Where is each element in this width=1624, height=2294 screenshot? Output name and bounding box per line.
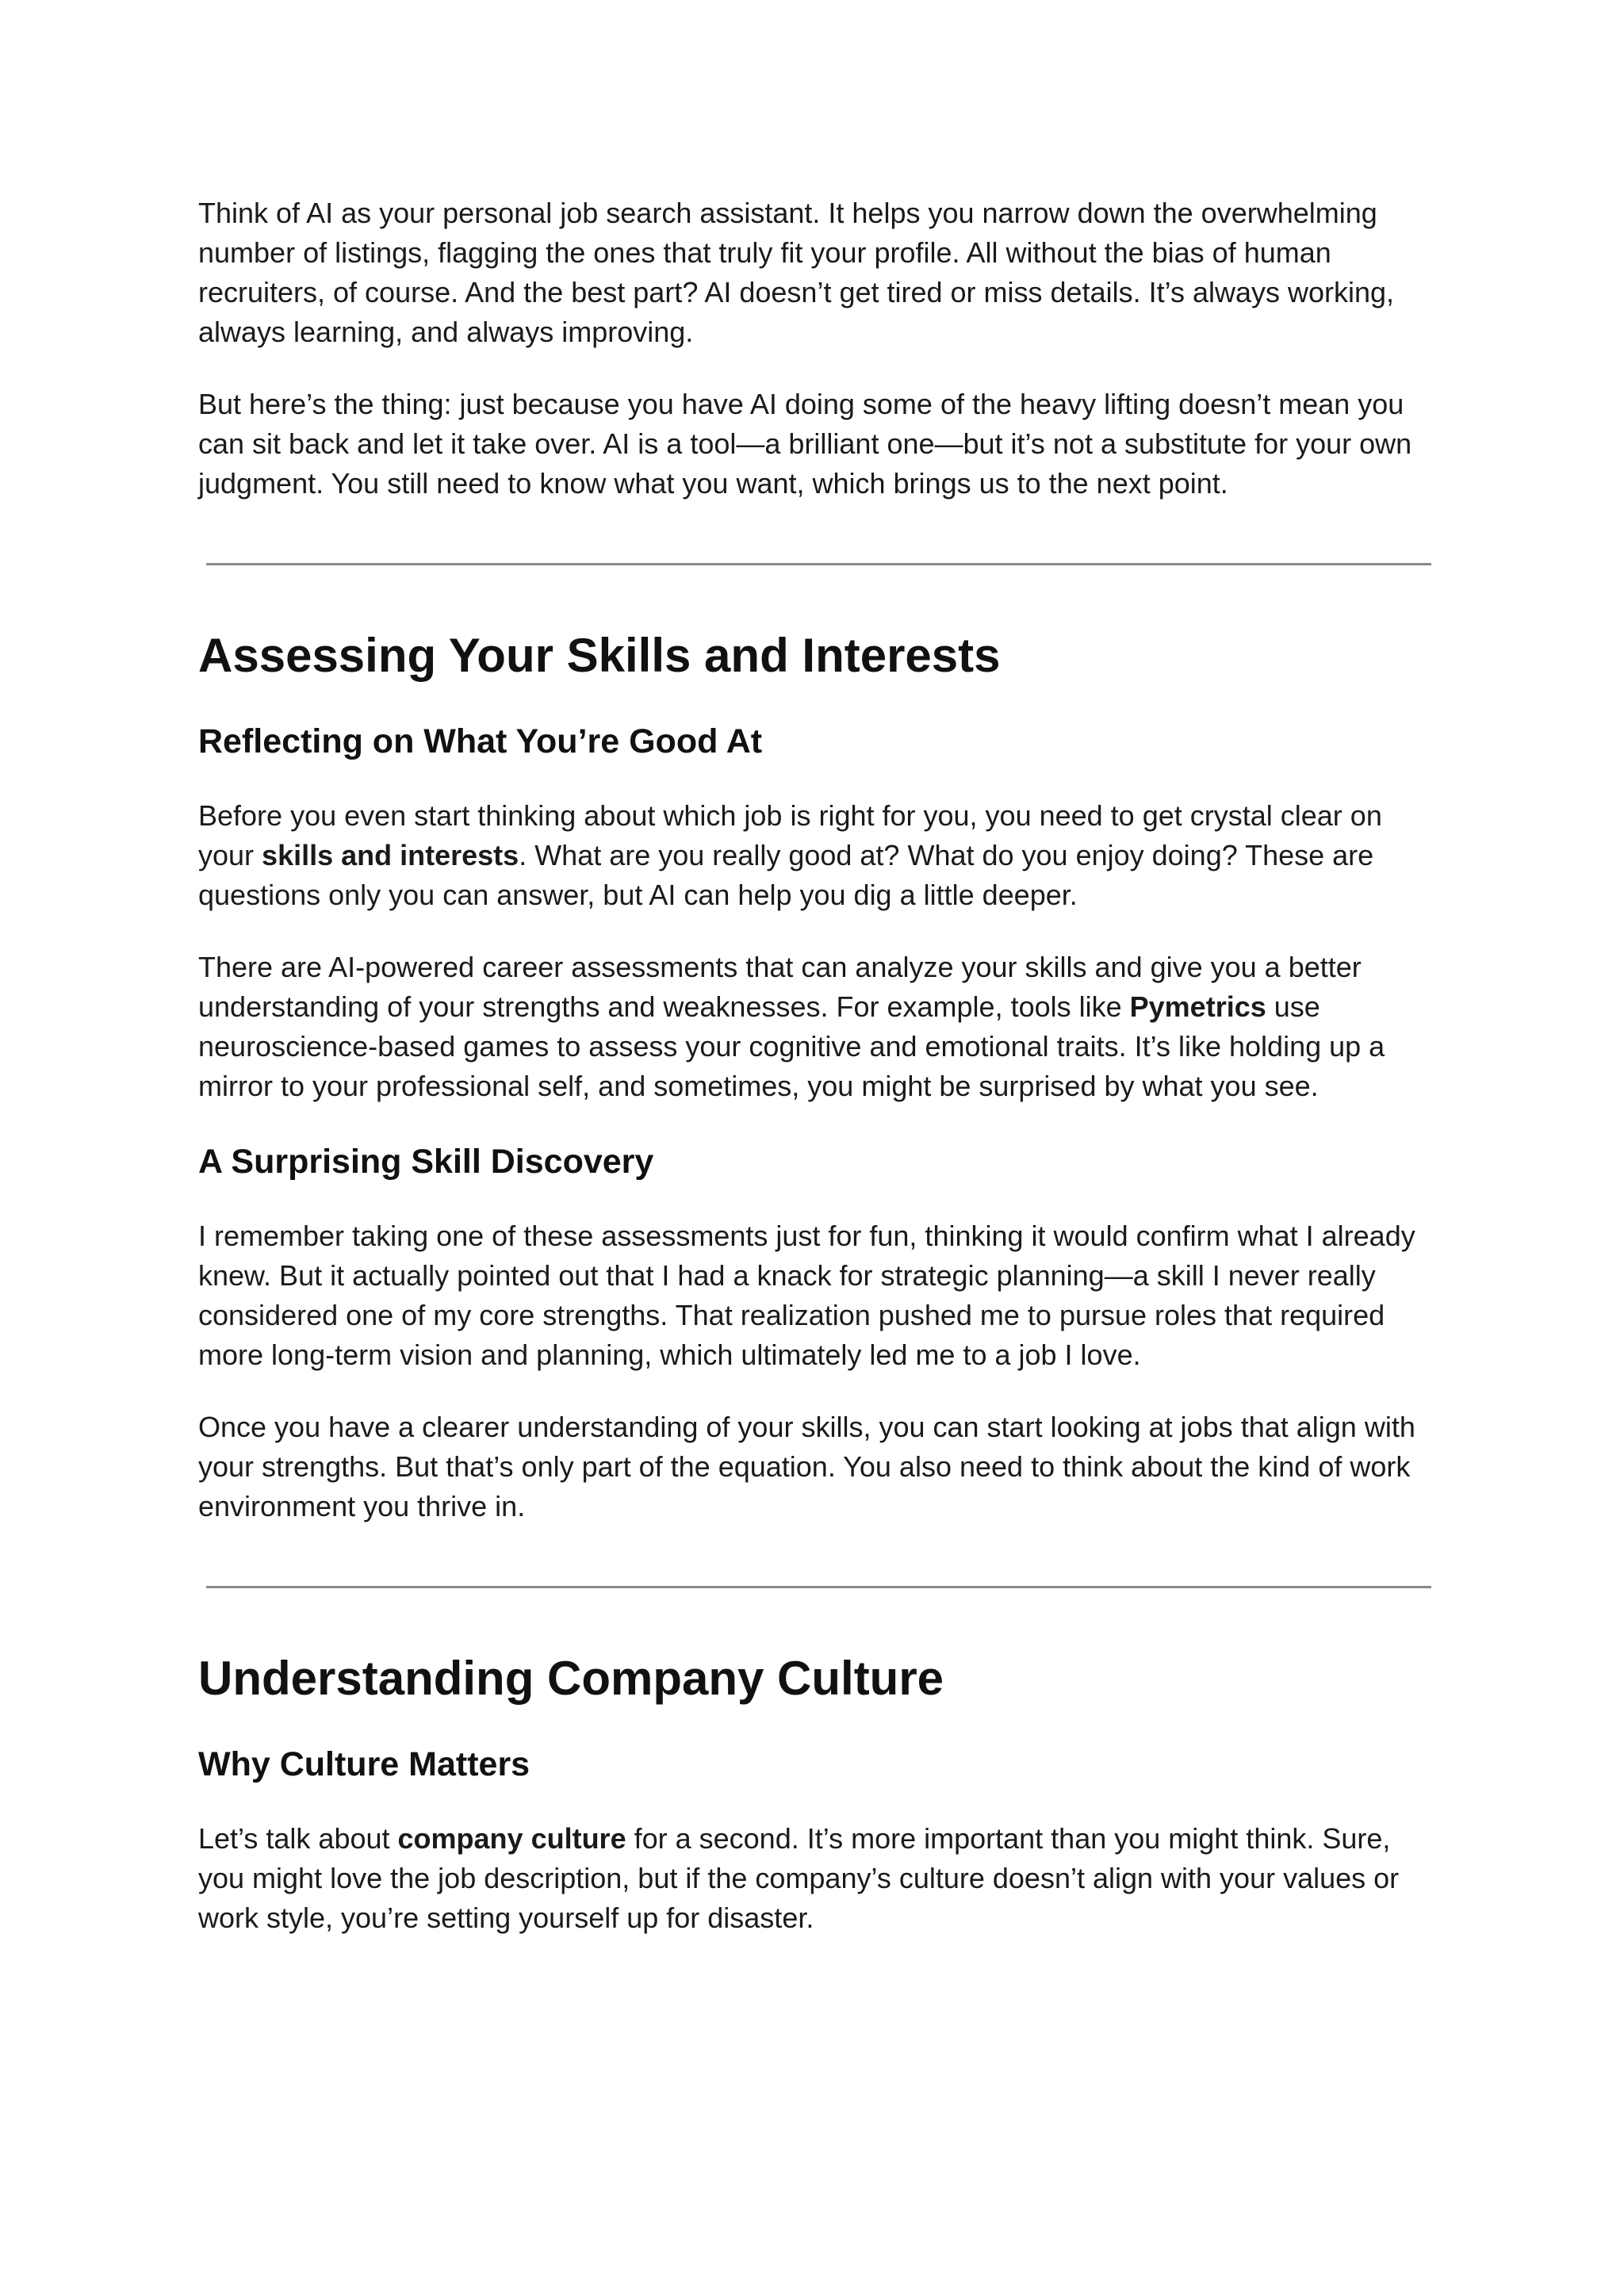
intro-paragraph-2: But here’s the thing: just because you have AI doing some of the heavy lifting doesn’t mean you can sit back and let it take over. AI is a tool—a brilliant one—but it’s not a substitute for your own judgment. You still need to know what you want, which brings us to the next point. bbox=[198, 388, 1412, 500]
subheading-reflecting: Reflecting on What You’re Good At bbox=[198, 722, 763, 760]
culture-paragraph-1: Let’s talk about company culture for a second. It’s more important than you might think. Sure, you might love the job description, but if the company’s culture doesn’t align with your values or work style, you’re setting yourself up for disaster. bbox=[198, 1822, 1400, 1934]
bold-company-culture: company culture bbox=[397, 1822, 626, 1855]
section-title-skills: Assessing Your Skills and Interests bbox=[198, 629, 1001, 682]
section-divider-2 bbox=[206, 1586, 1431, 1588]
bold-skills-and-interests: skills and interests bbox=[262, 839, 519, 871]
document-page bbox=[198, 193, 1443, 1938]
skill-discovery-paragraph-2: Once you have a clearer understanding of your skills, you can start looking at jobs that align with your strengths. But that’s only part of the equation. You also need to think about the kind of work environment you thrive in. bbox=[198, 1411, 1415, 1522]
intro-paragraph-1: Think of AI as your personal job search assistant. It helps you narrow down the overwhelming number of listings, flagging the ones that truly fit your profile. All without the bias of human recruiters, of course. And the best part? AI doesn’t get tired or miss details. It’s always working, always learning, and always improving. bbox=[198, 197, 1395, 348]
section-title-culture: Understanding Company Culture bbox=[198, 1652, 944, 1705]
subheading-why-culture: Why Culture Matters bbox=[198, 1745, 530, 1783]
skills-paragraph-2: There are AI-powered career assessments that can analyze your skills and give you a better understanding of your strengths and weaknesses. For example, tools like Pymetrics use neuroscience-based games to assess your cognitive and emotional traits. It’s like holding up a mirror to your professional self, and sometimes, you might be surprised by what you see. bbox=[198, 951, 1385, 1102]
skills-paragraph-1: Before you even start thinking about which job is right for you, you need to get crystal clear on your skills and interests. What are you really good at? What do you enjoy doing? These are questions only you can answer, but AI can help you dig a little deeper. bbox=[198, 799, 1382, 911]
bold-pymetrics: Pymetrics bbox=[1129, 990, 1266, 1023]
subheading-surprising-skill: A Surprising Skill Discovery bbox=[198, 1143, 654, 1181]
skill-discovery-paragraph-1: I remember taking one of these assessments just for fun, thinking it would confirm what I already knew. But it actually pointed out that I had a knack for strategic planning—a skill I never really considered one of my core strengths. That realization pushed me to pursue roles that required more long-term vision and planning, which ultimately led me to a job I love. bbox=[198, 1220, 1415, 1371]
section-divider-1 bbox=[206, 563, 1431, 565]
